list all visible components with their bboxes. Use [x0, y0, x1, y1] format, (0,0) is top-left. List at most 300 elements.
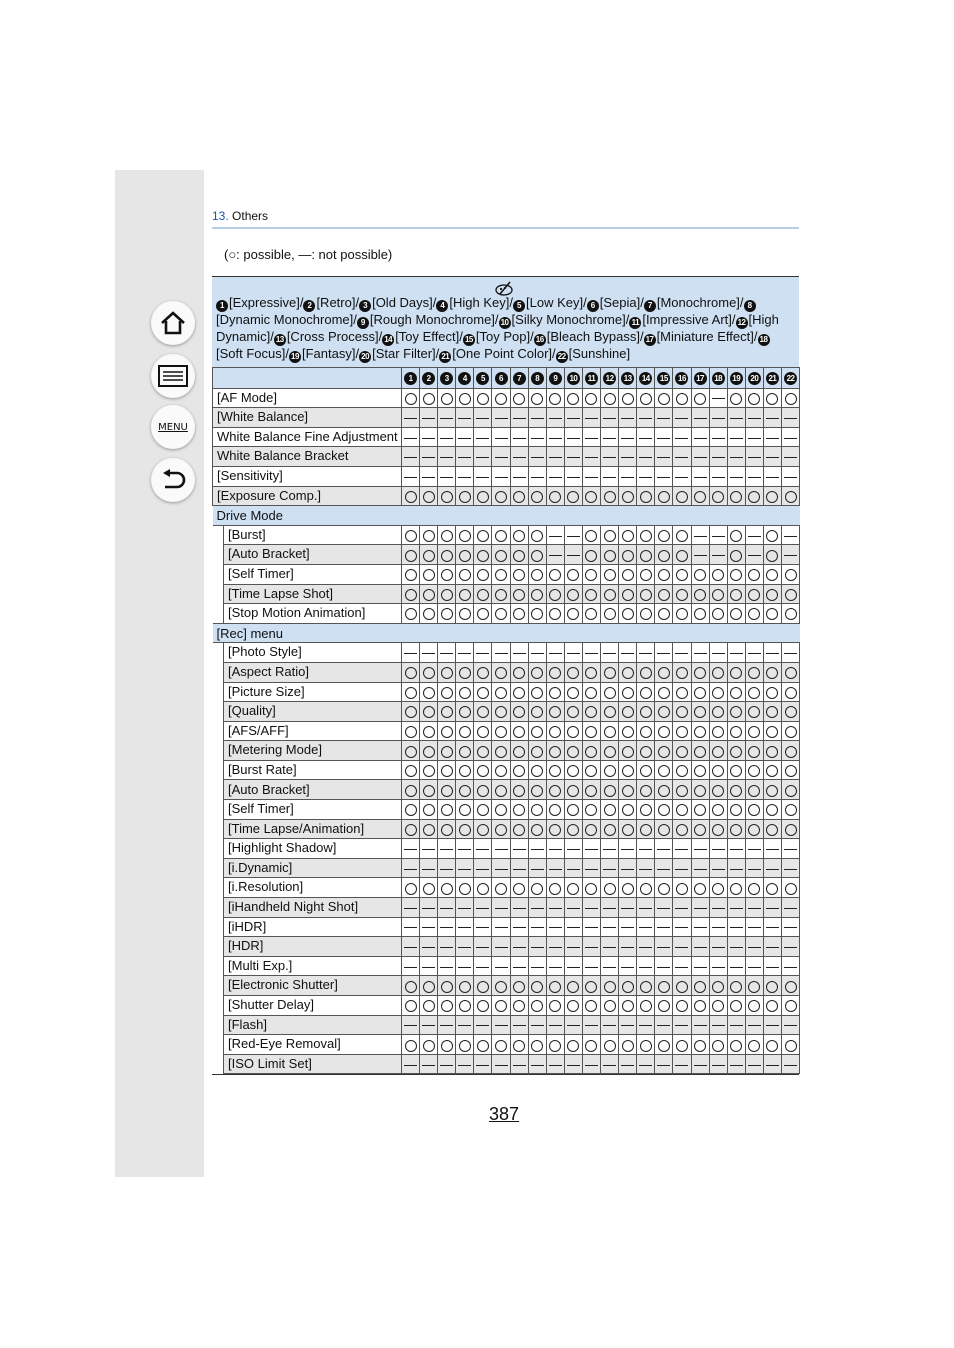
not-possible-cell [727, 643, 745, 663]
not-possible-mark [476, 438, 489, 439]
not-possible-cell [637, 917, 655, 937]
possible-cell [582, 682, 600, 702]
possible-cell [510, 486, 528, 506]
possible-cell [438, 760, 456, 780]
not-possible-cell [402, 1054, 420, 1074]
possible-mark [441, 569, 453, 581]
not-possible-mark [784, 967, 797, 968]
possible-mark [423, 883, 435, 895]
possible-mark [640, 491, 652, 503]
possible-mark [423, 1000, 435, 1012]
possible-cell [709, 1035, 727, 1055]
not-possible-cell [582, 643, 600, 663]
possible-mark [766, 883, 778, 895]
not-possible-cell [745, 937, 763, 957]
possible-cell [492, 662, 510, 682]
possible-cell [456, 819, 474, 839]
possible-mark [730, 608, 742, 620]
not-possible-cell [637, 956, 655, 976]
not-possible-cell [528, 898, 546, 918]
possible-mark [604, 667, 616, 679]
table-row [213, 545, 800, 565]
possible-mark [730, 726, 742, 738]
not-possible-cell [582, 839, 600, 859]
column-header [402, 368, 420, 389]
list-icon [158, 365, 188, 387]
possible-cell [420, 878, 438, 898]
possible-mark [567, 746, 579, 758]
not-possible-cell [420, 1054, 438, 1074]
not-possible-mark [694, 908, 707, 909]
possible-cell [745, 486, 763, 506]
possible-cell [763, 584, 781, 604]
not-possible-mark [603, 1065, 616, 1066]
possible-mark [640, 393, 652, 405]
possible-mark [730, 785, 742, 797]
not-possible-cell [655, 447, 673, 467]
possible-mark [730, 883, 742, 895]
possible-cell [510, 721, 528, 741]
possible-cell [420, 604, 438, 624]
mode-number-badge: 18 [712, 372, 725, 385]
not-possible-mark [422, 1065, 435, 1066]
possible-mark [640, 981, 652, 993]
not-possible-cell [564, 466, 582, 486]
possible-cell [781, 1035, 799, 1055]
possible-mark [694, 726, 706, 738]
possible-mark [585, 530, 597, 542]
possible-mark [531, 726, 543, 738]
possible-cell [745, 564, 763, 584]
not-possible-mark [712, 457, 725, 458]
not-possible-cell [763, 427, 781, 447]
indent-spacer [213, 878, 224, 898]
contents-button[interactable] [151, 354, 195, 398]
not-possible-mark [585, 477, 598, 478]
possible-cell [456, 702, 474, 722]
not-possible-cell [745, 408, 763, 428]
not-possible-cell [492, 956, 510, 976]
possible-cell [546, 819, 564, 839]
possible-mark [477, 981, 489, 993]
possible-cell [474, 760, 492, 780]
possible-cell [546, 486, 564, 506]
not-possible-mark [513, 1025, 526, 1026]
not-possible-cell [438, 839, 456, 859]
not-possible-mark [766, 1065, 779, 1066]
table-bottom-rule [212, 1074, 799, 1075]
not-possible-mark [585, 947, 598, 948]
possible-mark [585, 883, 597, 895]
not-possible-mark [766, 438, 779, 439]
possible-mark [676, 393, 688, 405]
possible-mark [531, 824, 543, 836]
possible-cell [655, 878, 673, 898]
possible-cell [528, 525, 546, 545]
back-button[interactable] [151, 458, 195, 502]
possible-cell [727, 741, 745, 761]
possible-cell [763, 564, 781, 584]
possible-mark [694, 883, 706, 895]
not-possible-cell [691, 643, 709, 663]
not-possible-mark [567, 653, 580, 654]
not-possible-mark [730, 1025, 743, 1026]
possible-cell [745, 741, 763, 761]
possible-mark [585, 765, 597, 777]
not-possible-cell [420, 447, 438, 467]
not-possible-cell [727, 408, 745, 428]
possible-mark [766, 765, 778, 777]
possible-cell [655, 388, 673, 408]
possible-mark [513, 765, 525, 777]
possible-mark [730, 589, 742, 601]
possible-mark [495, 981, 507, 993]
not-possible-cell [655, 466, 673, 486]
not-possible-cell [456, 447, 474, 467]
not-possible-cell [564, 858, 582, 878]
possible-cell [546, 1035, 564, 1055]
not-possible-mark [585, 457, 598, 458]
possible-mark [495, 530, 507, 542]
possible-mark [585, 667, 597, 679]
legend: (○: possible, —: not possible) [224, 247, 393, 262]
not-possible-mark [440, 967, 453, 968]
possible-cell [637, 1035, 655, 1055]
possible-mark [549, 687, 561, 699]
possible-mark [585, 726, 597, 738]
possible-mark [766, 746, 778, 758]
not-possible-cell [420, 858, 438, 878]
possible-cell [709, 741, 727, 761]
not-possible-cell [528, 937, 546, 957]
not-possible-cell [727, 858, 745, 878]
possible-cell [781, 604, 799, 624]
possible-cell [637, 525, 655, 545]
possible-mark [712, 1040, 724, 1052]
possible-mark [477, 589, 489, 601]
possible-mark [495, 550, 507, 562]
possible-cell [474, 702, 492, 722]
possible-cell [727, 486, 745, 506]
possible-cell [655, 564, 673, 584]
not-possible-mark [639, 1025, 652, 1026]
possible-cell [673, 996, 691, 1016]
possible-mark [585, 804, 597, 816]
not-possible-cell [420, 839, 438, 859]
mode-number-badge: 5 [476, 372, 489, 385]
not-possible-mark [549, 908, 562, 909]
possible-mark [495, 824, 507, 836]
not-possible-cell [492, 1015, 510, 1035]
possible-mark [730, 824, 742, 836]
not-possible-cell [709, 937, 727, 957]
not-possible-mark [657, 477, 670, 478]
possible-mark [676, 883, 688, 895]
possible-mark [622, 530, 634, 542]
possible-mark [549, 1000, 561, 1012]
possible-cell [492, 486, 510, 506]
possible-cell [691, 682, 709, 702]
possible-mark [730, 667, 742, 679]
not-possible-mark [621, 869, 634, 870]
possible-mark [567, 765, 579, 777]
not-possible-mark [422, 869, 435, 870]
indent-spacer [213, 956, 224, 976]
not-possible-mark [766, 653, 779, 654]
possible-mark [748, 393, 760, 405]
not-possible-cell [528, 1015, 546, 1035]
not-possible-mark [784, 536, 797, 537]
possible-mark [549, 785, 561, 797]
possible-cell [582, 780, 600, 800]
not-possible-mark [621, 908, 634, 909]
not-possible-mark [712, 536, 725, 537]
possible-cell [655, 1035, 673, 1055]
possible-mark [785, 393, 797, 405]
possible-cell [564, 741, 582, 761]
not-possible-cell [564, 408, 582, 428]
not-possible-mark [476, 908, 489, 909]
possible-cell [709, 604, 727, 624]
possible-mark [622, 589, 634, 601]
mode-number-badge: 16 [675, 372, 688, 385]
not-possible-mark [694, 438, 707, 439]
possible-cell [438, 525, 456, 545]
not-possible-cell [637, 427, 655, 447]
possible-mark [585, 824, 597, 836]
possible-cell [727, 976, 745, 996]
not-possible-cell [655, 858, 673, 878]
possible-cell [402, 996, 420, 1016]
possible-cell [546, 996, 564, 1016]
possible-cell [528, 780, 546, 800]
not-possible-mark [657, 908, 670, 909]
possible-mark [567, 785, 579, 797]
column-header [691, 368, 709, 389]
not-possible-cell [763, 408, 781, 428]
not-possible-cell [564, 643, 582, 663]
possible-cell [564, 1035, 582, 1055]
possible-cell [619, 525, 637, 545]
possible-mark [423, 706, 435, 718]
not-possible-mark [531, 869, 544, 870]
not-possible-cell [528, 917, 546, 937]
indent-spacer [213, 780, 224, 800]
not-possible-cell [763, 447, 781, 467]
not-possible-cell [402, 643, 420, 663]
not-possible-mark [784, 869, 797, 870]
mode-number-badge: 15 [657, 372, 670, 385]
not-possible-mark [603, 849, 616, 850]
not-possible-cell [619, 643, 637, 663]
possible-mark [513, 981, 525, 993]
not-possible-mark [476, 653, 489, 654]
possible-cell [474, 976, 492, 996]
table-row [213, 839, 800, 859]
not-possible-cell [456, 643, 474, 663]
possible-mark [622, 726, 634, 738]
possible-mark [785, 804, 797, 816]
possible-cell [474, 564, 492, 584]
possible-mark [622, 491, 634, 503]
possible-cell [691, 976, 709, 996]
row-label: [Sensitivity] [213, 466, 402, 486]
indent-spacer [213, 976, 224, 996]
possible-mark [585, 1040, 597, 1052]
possible-cell [510, 996, 528, 1016]
not-possible-mark [440, 908, 453, 909]
possible-mark [604, 804, 616, 816]
group-row [213, 623, 800, 643]
not-possible-mark [404, 947, 417, 948]
not-possible-mark [675, 908, 688, 909]
possible-cell [601, 545, 619, 565]
not-possible-mark [567, 927, 580, 928]
not-possible-cell [727, 447, 745, 467]
possible-mark [676, 785, 688, 797]
possible-cell [546, 584, 564, 604]
mode-number-badge: 19 [730, 372, 743, 385]
not-possible-mark [675, 457, 688, 458]
possible-cell [456, 388, 474, 408]
possible-mark [658, 569, 670, 581]
not-possible-cell [438, 408, 456, 428]
home-button[interactable] [151, 301, 195, 345]
not-possible-mark [603, 1025, 616, 1026]
possible-cell [673, 721, 691, 741]
possible-mark [567, 491, 579, 503]
not-possible-cell [619, 1015, 637, 1035]
mode-name: [Monochrome] [656, 295, 740, 310]
not-possible-cell [637, 839, 655, 859]
possible-cell [546, 682, 564, 702]
possible-mark [423, 824, 435, 836]
possible-mark [640, 765, 652, 777]
mode-item [629, 312, 732, 327]
possible-mark [513, 667, 525, 679]
not-possible-mark [404, 653, 417, 654]
possible-mark [604, 726, 616, 738]
not-possible-cell [709, 917, 727, 937]
possible-cell [546, 564, 564, 584]
possible-cell [582, 800, 600, 820]
row-label: [Self Timer] [224, 800, 402, 820]
table-row [213, 996, 800, 1016]
possible-mark [477, 608, 489, 620]
row-label: [Auto Bracket] [224, 780, 402, 800]
possible-mark [459, 569, 471, 581]
not-possible-mark [404, 418, 417, 419]
possible-cell [546, 662, 564, 682]
not-possible-cell [420, 917, 438, 937]
not-possible-cell [492, 643, 510, 663]
mode-name: [Low Key] [526, 295, 584, 310]
not-possible-mark [440, 1065, 453, 1066]
not-possible-mark [531, 477, 544, 478]
section-number: 13. [212, 209, 229, 223]
possible-mark [495, 667, 507, 679]
menu-button[interactable] [151, 405, 195, 449]
possible-cell [546, 800, 564, 820]
possible-mark [640, 726, 652, 738]
not-possible-mark [766, 947, 779, 948]
possible-cell [619, 760, 637, 780]
row-label: [Aspect Ratio] [224, 662, 402, 682]
menu-icon: MENU [158, 421, 188, 433]
not-possible-mark [567, 1025, 580, 1026]
possible-mark [640, 746, 652, 758]
indent-spacer [213, 584, 224, 604]
table-row [213, 741, 800, 761]
not-possible-cell [691, 898, 709, 918]
possible-cell [709, 721, 727, 741]
not-possible-cell [474, 1054, 492, 1074]
section-title: Others [232, 209, 269, 223]
possible-mark [712, 608, 724, 620]
possible-mark [567, 687, 579, 699]
not-possible-mark [495, 477, 508, 478]
not-possible-mark [422, 457, 435, 458]
possible-cell [510, 388, 528, 408]
possible-mark [495, 785, 507, 797]
not-possible-cell [691, 917, 709, 937]
not-possible-mark [603, 438, 616, 439]
not-possible-mark [657, 418, 670, 419]
possible-mark [423, 746, 435, 758]
possible-cell [637, 604, 655, 624]
not-possible-mark [730, 1065, 743, 1066]
not-possible-cell [492, 839, 510, 859]
possible-cell [619, 976, 637, 996]
not-possible-cell [456, 427, 474, 447]
mode-number-badge: 14 [639, 372, 652, 385]
not-possible-cell [582, 858, 600, 878]
possible-cell [582, 662, 600, 682]
not-possible-mark [639, 438, 652, 439]
not-possible-mark [567, 536, 580, 537]
not-possible-cell [510, 937, 528, 957]
possible-cell [456, 878, 474, 898]
possible-mark [405, 393, 417, 405]
possible-mark [567, 667, 579, 679]
mode-number-badge: 3 [440, 372, 453, 385]
possible-mark [766, 785, 778, 797]
possible-mark [640, 785, 652, 797]
possible-mark [531, 491, 543, 503]
column-header [781, 368, 799, 389]
possible-cell [528, 996, 546, 1016]
possible-cell [582, 604, 600, 624]
not-possible-cell [673, 956, 691, 976]
indent-spacer [213, 917, 224, 937]
possible-cell [619, 702, 637, 722]
not-possible-cell [528, 408, 546, 428]
not-possible-cell [727, 1054, 745, 1074]
table-row [213, 466, 800, 486]
possible-mark [495, 589, 507, 601]
possible-cell [637, 486, 655, 506]
indent-spacer [213, 682, 224, 702]
possible-cell [601, 702, 619, 722]
not-possible-cell [420, 956, 438, 976]
possible-mark [477, 804, 489, 816]
not-possible-mark [567, 967, 580, 968]
possible-cell [727, 780, 745, 800]
not-possible-mark [784, 477, 797, 478]
possible-cell [510, 525, 528, 545]
not-possible-mark [639, 653, 652, 654]
indent-spacer [213, 564, 224, 584]
